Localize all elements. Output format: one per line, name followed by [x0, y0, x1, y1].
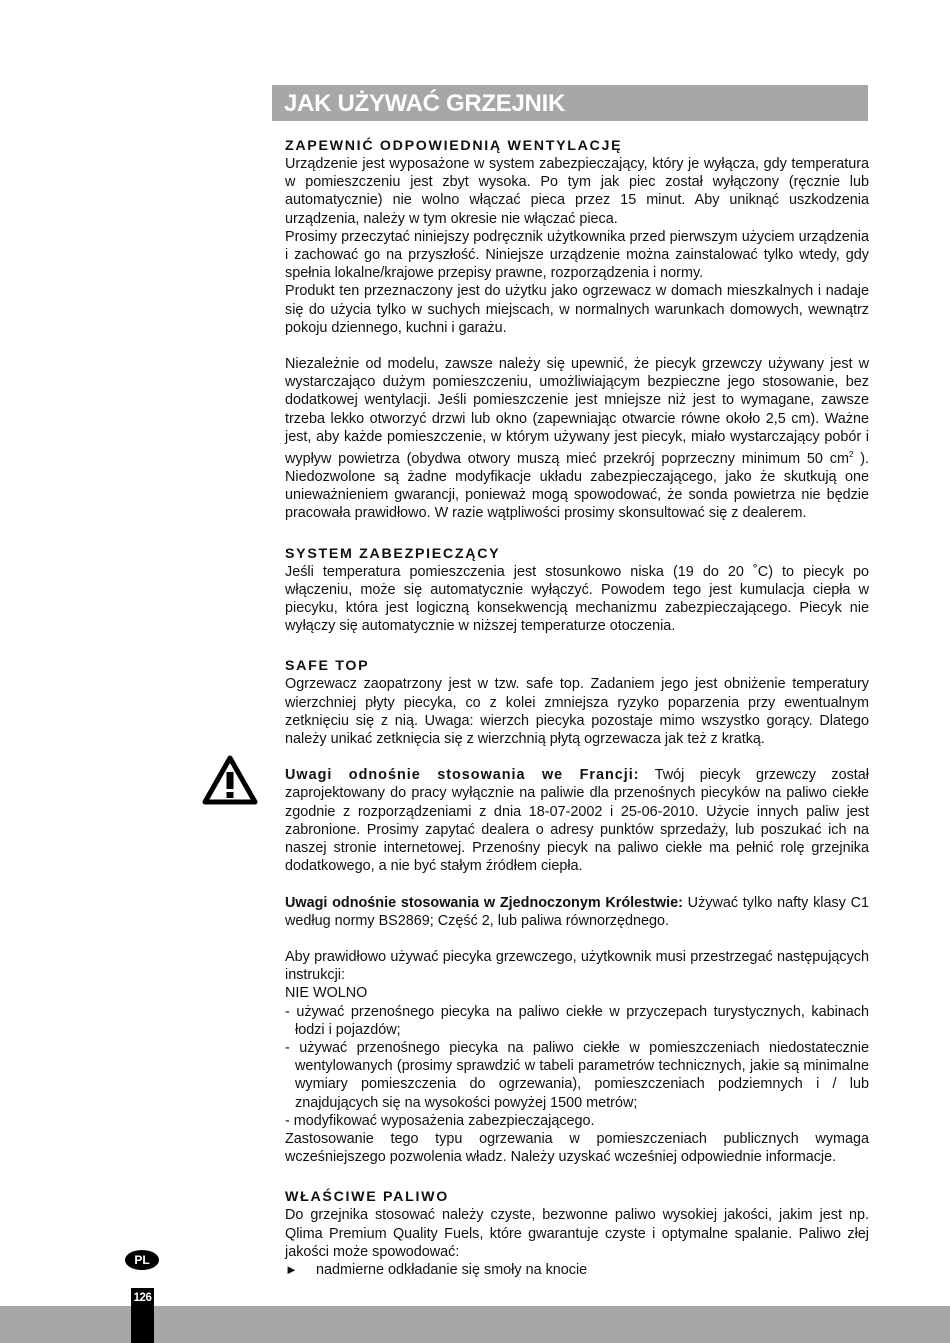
- list-item: - używać przenośnego piecyka na paliwo ciekłe w pomieszczeniach niedostatecznie wentylowanych (prosimy sprawdzić w tabeli parametrów technicznych, jakie są minimalne wymiary pomieszczenia do ogrzewania), pomieszczeniach podziemnych i / lub znajdujących się na wysokości powyżej 1500 metrów;: [285, 1039, 869, 1111]
- instructions-closing: Zastosowanie tego typu ogrzewania w pomieszczeniach publicznych wymaga wcześniejszego pozwolenia władz. Należy uzyskać wcześniej odpowiednie informacje.: [285, 1130, 869, 1166]
- heading-ventilation: ZAPEWNIĆ ODPOWIEDNIĄ WENTYLACJĘ: [285, 138, 623, 154]
- safe-top-paragraph: Ogrzewacz zaopatrzony jest w tzw. safe top. Zadaniem jego jest obniżenie temperatury wierzchniej płyty piecyka, co z kolei zmniejsza ryzyko poparzenia przy ewentualnym zetknięciu się z nią. Uwaga: wierzch piecyka pozostaje mimo wszystko gorący. Dlatego należy unikać zetknięcia się z wierzchnią płytą ogrzewacza jak też z kratką.: [285, 676, 869, 748]
- main-content: [285, 137, 869, 1279]
- fuel-bullet-text: nadmierne odkładanie się smoły na knocie: [316, 1261, 588, 1278]
- france-note: [285, 766, 869, 875]
- safety-system-paragraph: Jeśli temperatura pomieszczenia jest stosunkowo niska (19 do 20 ˚C) to piecyk po włączeniu, może się automatycznie wyłączyć. Powodem tego jest kumulacja ciepła w piecyku, która jest logiczną konsekwencją mechanizmu zabezpieczającego. Piecyk nie wyłączy się automatycznie w niższej temperaturze otoczenia.: [285, 563, 869, 635]
- heading-safety-system: SYSTEM ZABEZPIECZĄCY: [285, 545, 501, 562]
- heading-fuel: WŁAŚCIWE PALIWO: [285, 1189, 449, 1206]
- list-item: [285, 1261, 869, 1279]
- france-note-text: Twój piecyk grzewczy został zaprojektowany do pracy wyłącznie na paliwie dla przenośnych piecyków na paliwo ciekłe zgodnie z rozporządzeniami z dnia 18-07-2002 i 25-06-2010. Użycie innych paliw jest zabronione. Prosimy zapytać dealera o adresy punktów sprzedaży, lub poszukać ich na naszej stronie internetowej. Przenośny piecyk na paliwo ciekłe ma pełnić rolę grzejnika dodatkowego, a nie być stałym źródłem ciepła.: [285, 767, 869, 875]
- bullet-arrow-icon: ►: [285, 1261, 298, 1277]
- ventilation-paragraph-1: Urządzenie jest wyposażone w system zabezpieczający, który je wyłącza, gdy temperatura w pomieszczeniu jest zbyt wysoka. Po tym jak piec został wyłączony (ręcznie lub automatycznie) nie wolno włączać pieca przez 15 minut. Aby uniknąć uszkodzenia urządzenia, należy w tym okresie nie włączać pieca.: [285, 156, 869, 227]
- language-badge: PL: [125, 1250, 159, 1270]
- page-title: JAK UŻYWAĆ GRZEJNIK: [272, 85, 868, 121]
- not-allowed-label: NIE WOLNO: [285, 985, 368, 1002]
- ventilation-p4-part-a: Niezależnie od modelu, zawsze należy się upewnić, że piecyk grzewczy używany jest w wystarczająco dużym pomieszczeniu, umożliwiającym bezpieczne jego stosowanie, bez dodatkowej wentylacji. Jeśli pomieszczenie jest mniejsze niż jest to wymagane, zawsze trzeba lekko otworzyć drzwi lub okno (zapewniając otwarcie równe około 2,5 cm). Ważne jest, aby każde pomieszczenie, w którym używany jest piecyk, miało wystarczający pobór i wypływ powietrza (obydwa otwory muszą mieć przekrój poprzeczny minimum 50 cm: [285, 356, 869, 467]
- ventilation-paragraph-4: [285, 355, 869, 523]
- page-number: 126: [131, 1288, 154, 1343]
- uk-note-text: Używać tylko nafty klasy C1 według normy BS2869; Część 2, lub paliwa równorzędnego.: [285, 894, 869, 929]
- heading-safe-top: SAFE TOP: [285, 658, 370, 675]
- uk-note-lead: Uwagi odnośnie stosowania w Zjednoczonym Królestwie:: [285, 894, 683, 911]
- uk-note: [285, 894, 869, 930]
- fuel-paragraph: Do grzejnika stosować należy czyste, bezwonne paliwo wysokiej jakości, jakim jest np. Qlima Premium Quality Fuels, które gwarantuje czyste i optymalne spalanie. Paliwo złej jakości może spowodować:: [285, 1207, 869, 1260]
- ventilation-paragraph-3: Produkt ten przeznaczony jest do użytku jako ogrzewacz w domach mieszkalnych i nadaje się do użycia tylko w suchych miejscach, w normalnych warunkach domowych, wewnątrz pokoju dziennego, kuchni i garażu.: [285, 283, 869, 336]
- instructions-intro: Aby prawidłowo używać piecyka grzewczego, użytkownik musi przestrzegać następujących instrukcji:: [285, 948, 869, 984]
- france-note-lead: Uwagi odnośnie stosowania we Francji:: [285, 767, 640, 784]
- list-item: - modyfikować wyposażenia zabezpieczającego.: [285, 1112, 595, 1129]
- list-item: - używać przenośnego piecyka na paliwo ciekłe w przyczepach turystycznych, kabinach łodzi i pojazdów;: [285, 1003, 869, 1038]
- warning-triangle-icon: [202, 755, 258, 805]
- ventilation-paragraph-2: Prosimy przeczytać niniejszy podręcznik użytkownika przed pierwszym użyciem urządzenia i zachować go na przyszłość. Niniejsze urządzenie można zainstalować tylko wtedy, gdy spełnia lokalne/krajowe przepisy prawne, rozporządzenia i normy.: [285, 228, 869, 282]
- superscript-2: 2: [848, 450, 854, 460]
- ventilation-p4-part-b: ). Niedozwolone są żadne modyfikacje układu zabezpieczającego, jako że skutkują one unieważnieniem gwarancji, ponieważ mogą spowodować, że sonda powietrza nie będzie pracowała prawidłowo. W razie wątpliwości prosimy skonsultować się z dealerem.: [285, 450, 869, 522]
